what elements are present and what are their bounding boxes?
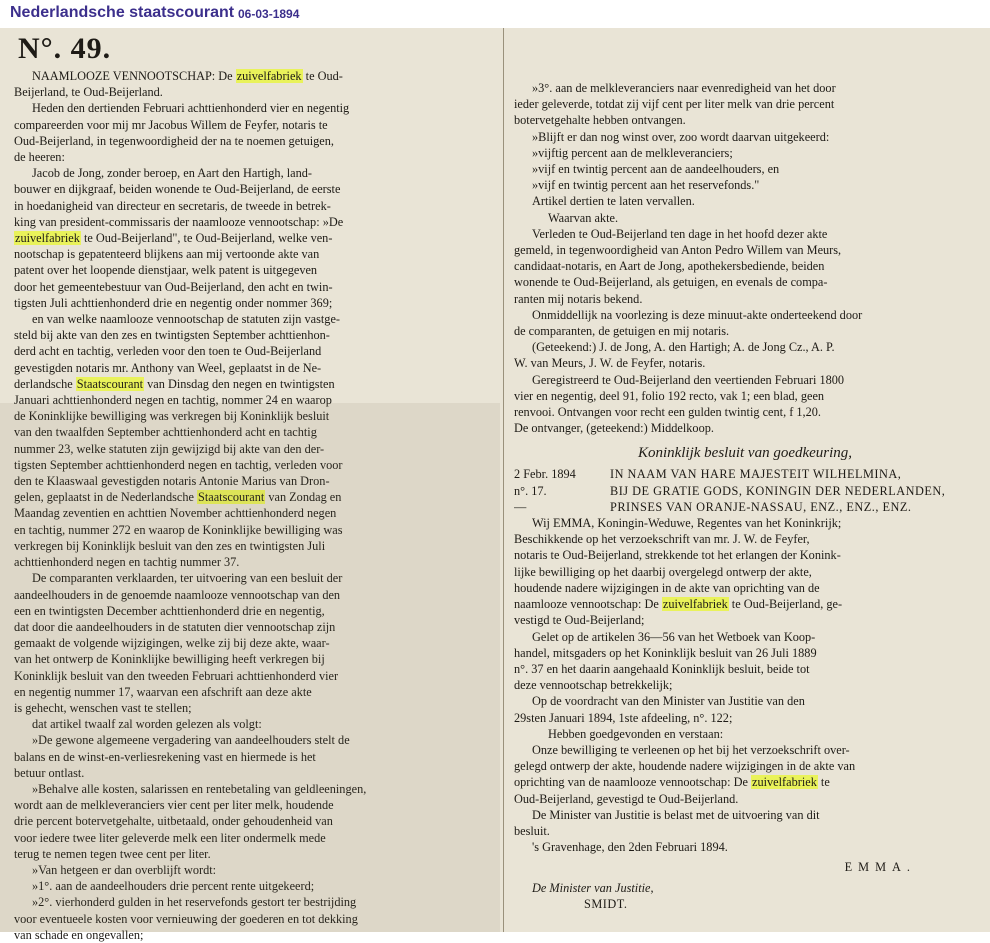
right-column-text-top bbox=[514, 80, 976, 436]
text-line: »vijf en twintig percent aan het reservefonds." bbox=[532, 178, 760, 193]
text-line: 29sten Januari 1894, 1ste afdeeling, n°. 122; bbox=[514, 710, 733, 725]
text-line: »2°. vierhonderd gulden in het reservefonds gestort ter bestrijding bbox=[32, 895, 357, 910]
text-line: wonende te Oud-Beijerland, als getuigen, en evenals de compa- bbox=[514, 275, 828, 290]
text-line: terug te nemen tegen twee cent per liter. bbox=[14, 846, 211, 861]
text-line: Hebben goedgevonden en verstaan: bbox=[548, 726, 724, 741]
text-line: (Geteekend:) J. de Jong, A. den Hartigh; A. de Jong Cz., A. P. bbox=[532, 340, 835, 355]
text-line: »Behalve alle kosten, salarissen en rentebetaling van geldleeningen, bbox=[32, 781, 367, 796]
text-line: derd acht en tachtig, verleden voor den toen te Oud-Beijerland bbox=[14, 344, 322, 359]
text-line: van het ontwerp de Koninklijke bewilliging heeft verkregen bij bbox=[14, 652, 325, 667]
text-line: Maandag zeventien en achttien November achttienhonderd negen bbox=[14, 506, 337, 521]
text-line: verkregen bij Koninklijk besluit van den zes en twintigsten Juli bbox=[14, 538, 326, 553]
right-column-text-bottom bbox=[514, 515, 976, 855]
text-line: »De gewone algemeene vergadering van aandeelhouders stelt de bbox=[32, 733, 350, 748]
minister-name: SMIDT. bbox=[584, 896, 628, 911]
text-line: den te Klaaswaal gevestigden notaris Antonie Marius van Dron- bbox=[14, 474, 330, 489]
royal-row-date: — bbox=[514, 499, 527, 514]
text-line: besluit. bbox=[514, 823, 550, 838]
page-header bbox=[0, 0, 990, 28]
text-line: »Blijft er dan nog winst over, zoo wordt daarvan uitgekeerd: bbox=[532, 129, 830, 144]
text-line: n°. 37 en het daarin aangehaald Koninklijk besluit, beide tot bbox=[514, 661, 810, 676]
text-line: Wij EMMA, Koningin-Weduwe, Regentes van het Koninkrijk; bbox=[532, 516, 842, 531]
text-line: tigsten September achttienhonderd negen en tachtig, verleden voor bbox=[14, 457, 343, 472]
text-line: vier en negentig, deel 91, folio 192 recto, vak 1; een blad, geen bbox=[514, 388, 825, 403]
text-line: nummer 23, welke statuten zijn gewijzigd bij akte van den der- bbox=[14, 441, 325, 456]
text-line: candidaat-notaris, en Aart de Jong, apothekersbediende, beiden bbox=[514, 259, 825, 274]
text-line: de heeren: bbox=[14, 150, 65, 165]
text-line: wordt aan de melkleveranciers vier cent per liter melk, houdende bbox=[14, 798, 334, 813]
royal-row-title: IN NAAM VAN HARE MAJESTEIT WILHELMINA, bbox=[610, 467, 902, 482]
text-line: patent over het loopende dienstjaar, welk patent is uitgegeven bbox=[14, 263, 318, 278]
text-line: ranten mij notaris bekend. bbox=[514, 291, 643, 306]
text-line: Onze bewilliging te verleenen op het bij het verzoekschrift over- bbox=[532, 742, 850, 757]
text-line: en van welke naamlooze vennootschap de statuten zijn vastge- bbox=[32, 312, 340, 327]
text-line: Koninklijk besluit van den tweeden Februari achttienhonderd vier bbox=[14, 668, 339, 683]
text-line: De Minister van Justitie is belast met de uitvoering van dit bbox=[532, 807, 820, 822]
text-line: renvooi. Ontvangen voor recht een gulden twintig cent, f 1,20. bbox=[514, 405, 821, 420]
left-column-text bbox=[14, 68, 484, 943]
signature-emma: EMMA. bbox=[844, 860, 916, 875]
text-line: De comparanten verklaarden, ter uitvoering van een besluit der bbox=[32, 571, 343, 586]
text-line: voor eventueele kosten voor vernieuwing der goederen en tot dekking bbox=[14, 911, 358, 926]
text-line: lijke bewilliging op het daarbij overgelegd ontwerp der akte, bbox=[514, 564, 812, 579]
text-line: van schade en ongevallen; bbox=[14, 927, 144, 942]
text-line: de Koninklijke bewilliging was verkregen bij Koninklijk besluit bbox=[14, 409, 330, 424]
text-line: naamlooze vennootschap: De zuivelfabriek te Oud-Beijerland, ge- bbox=[514, 597, 843, 612]
text-line: achttienhonderd negen en tachtig nummer 37. bbox=[14, 555, 240, 570]
text-line: compareerden voor mij mr Jacobus Willem de Feyfer, notaris te bbox=[14, 117, 328, 132]
text-line: king van president-commissaris der naamlooze vennootschap: »De bbox=[14, 214, 344, 229]
text-line: »vijftig percent aan de melkleveranciers; bbox=[532, 145, 733, 160]
minister-title: De Minister van Justitie, bbox=[532, 880, 654, 895]
text-line: De ontvanger, (geteekend:) Middelkoop. bbox=[514, 421, 714, 436]
text-line: notaris te Oud-Beijerland, strekkende tot het erlangen der Konink- bbox=[514, 548, 841, 563]
royal-row-title: BIJ DE GRATIE GODS, KONINGIN DER NEDERLANDEN, bbox=[610, 483, 946, 498]
text-line: Jacob de Jong, zonder beroep, en Aart den Hartigh, land- bbox=[32, 166, 313, 181]
left-column bbox=[14, 28, 484, 943]
text-line: Oud-Beijerland, gevestigd te Oud-Beijerland. bbox=[514, 791, 739, 806]
text-line: dat artikel twaalf zal worden gelezen als volgt: bbox=[32, 717, 262, 732]
text-line: »1°. aan de aandeelhouders drie percent rente uitgekeerd; bbox=[32, 879, 315, 894]
text-line: »vijf en twintig percent aan de aandeelhouders, en bbox=[532, 162, 780, 177]
newspaper-scan bbox=[0, 28, 990, 942]
text-line: Januari achttienhonderd negen en tachtig, nommer 24 en waarop bbox=[14, 393, 332, 408]
text-line: vestigd te Oud-Beijerland; bbox=[514, 613, 645, 628]
text-line: Geregistreerd te Oud-Beijerland den veertienden Februari 1800 bbox=[532, 372, 845, 387]
royal-row-title: PRINSES VAN ORANJE-NASSAU, ENZ., ENZ., ENZ. bbox=[610, 499, 912, 514]
text-line: gemeld, in tegenwoordigheid van Anton Pedro Willem van Meurs, bbox=[514, 243, 842, 258]
text-line: tigsten Juli achttienhonderd drie en negentig onder nommer 369; bbox=[14, 295, 333, 310]
text-line: aandeelhouders in de genoemde naamlooze vennootschap van den bbox=[14, 587, 341, 602]
text-line: Beijerland, te Oud-Beijerland. bbox=[14, 85, 163, 100]
text-line: 's Gravenhage, den 2den Februari 1894. bbox=[532, 840, 728, 855]
text-line: Gelet op de artikelen 36—56 van het Wetboek van Koop- bbox=[532, 629, 816, 644]
text-line: Op de voordracht van den Minister van Justitie van den bbox=[532, 694, 805, 709]
text-line: Onmiddellijk na voorlezing is deze minuut-akte onderteekend door bbox=[532, 307, 863, 322]
text-line: Waarvan akte. bbox=[548, 210, 619, 225]
text-line: balans en de winst-en-verliesrekening vast en hiermede is het bbox=[14, 749, 316, 764]
royal-header bbox=[514, 466, 976, 515]
text-line: steld bij akte van den zes en twintigsten September achttienhon- bbox=[14, 328, 330, 343]
text-line: houdende nadere wijzigingen in de akte van oprichting van de bbox=[514, 580, 820, 595]
text-line: gelen, geplaatst in de Nederlandsche Staatscourant van Zondag en bbox=[14, 490, 342, 505]
text-line: deze vennootschap betrekkelijk; bbox=[514, 678, 673, 693]
publication-date: 06-03-1894 bbox=[238, 7, 300, 21]
text-line: nootschap is gepatenteerd blijkens aan mij vertoonde akte van bbox=[14, 247, 320, 262]
decree-heading: Koninklijk besluit van goedkeuring, bbox=[637, 445, 853, 462]
text-line: betuur ontlast. bbox=[14, 765, 85, 780]
text-line: »3°. aan de melkleveranciers naar evenredigheid van het door bbox=[532, 81, 836, 95]
text-line: Verleden te Oud-Beijerland ten dage in het hoofd dezer akte bbox=[532, 226, 828, 241]
text-line: NAAMLOOZE VENNOOTSCHAP: De zuivelfabriek te Oud- bbox=[32, 69, 343, 83]
text-line: »Van hetgeen er dan overblijft wordt: bbox=[32, 862, 217, 877]
text-line: gevestigden notaris mr. Anthony van Weel, geplaatst in de Ne- bbox=[14, 360, 322, 375]
text-line: W. van Meurs, J. W. de Feyfer, notaris. bbox=[514, 356, 706, 371]
text-line: is gehecht, wenschen vast te stellen; bbox=[14, 700, 192, 715]
text-line: botervetgehalte hebben ontvangen. bbox=[514, 113, 686, 128]
column-divider bbox=[503, 28, 504, 932]
right-column bbox=[514, 28, 976, 912]
text-line: door het gemeentebestuur van Oud-Beijerland, den acht en twin- bbox=[14, 279, 333, 294]
text-line: en negentig nummer 17, waarvan een afschrift aan deze akte bbox=[14, 684, 312, 699]
text-line: Oud-Beijerland, in tegenwoordigheid der na te noemen getuigen, bbox=[14, 133, 334, 148]
text-line: voor iedere twee liter geleverde melk een liter ondermelk mede bbox=[14, 830, 326, 845]
text-line: en tachtig, nummer 272 en waarop de Koninklijke bewilliging was bbox=[14, 522, 343, 537]
text-line: drie percent botervetgehalte, uitbetaald, onder gehoudenheid van bbox=[14, 814, 333, 829]
text-line: dat door die aandeelhouders in de statuten dier vennootschap zijn bbox=[14, 619, 336, 634]
text-line: zuivelfabriek te Oud-Beijerland", te Oud-Beijerland, welke ven- bbox=[15, 231, 333, 246]
text-line: Beschikkende op het verzoekschrift van mr. J. W. de Feyfer, bbox=[514, 532, 810, 547]
text-line: bouwer en dijkgraaf, beiden wonende te Oud-Beijerland, de eerste bbox=[14, 182, 341, 197]
text-line: Artikel dertien te laten vervallen. bbox=[532, 194, 695, 209]
article-number: N°. 49. bbox=[18, 32, 112, 65]
text-line: handel, mitsgaders op het Koninklijk besluit van 26 Juli 1889 bbox=[514, 645, 817, 660]
text-line: gemaakt de volgende wijzigingen, welke zij bij deze akte, waar- bbox=[14, 636, 330, 651]
text-line: ieder geleverde, totdat zij vijf cent per liter melk van drie percent bbox=[514, 97, 835, 112]
text-line: Heden den dertienden Februari achttienhonderd vier en negentig bbox=[32, 101, 350, 116]
publication-title: Nederlandsche staatscourant bbox=[10, 4, 235, 21]
royal-row-date: 2 Febr. 1894 bbox=[514, 467, 576, 482]
royal-row-date: n°. 17. bbox=[514, 483, 547, 498]
text-line: de comparanten, de getuigen en mij notaris. bbox=[514, 324, 730, 339]
text-line: in hoedanigheid van directeur en secretaris, de tweede in betrek- bbox=[14, 198, 331, 213]
text-line: oprichting van de naamlooze vennootschap: De zuivelfabriek te bbox=[514, 775, 830, 790]
text-line: van den twaalfden September achttienhonderd acht en tachtig bbox=[14, 425, 317, 440]
text-line: gelegd ontwerp der akte, houdende nadere wijzigingen in de akte van bbox=[514, 759, 856, 774]
text-line: derlandsche Staatscourant van Dinsdag den negen en twintigsten bbox=[14, 376, 335, 391]
text-line: een en twintigsten December achttienhonderd drie en negentig, bbox=[14, 603, 325, 618]
